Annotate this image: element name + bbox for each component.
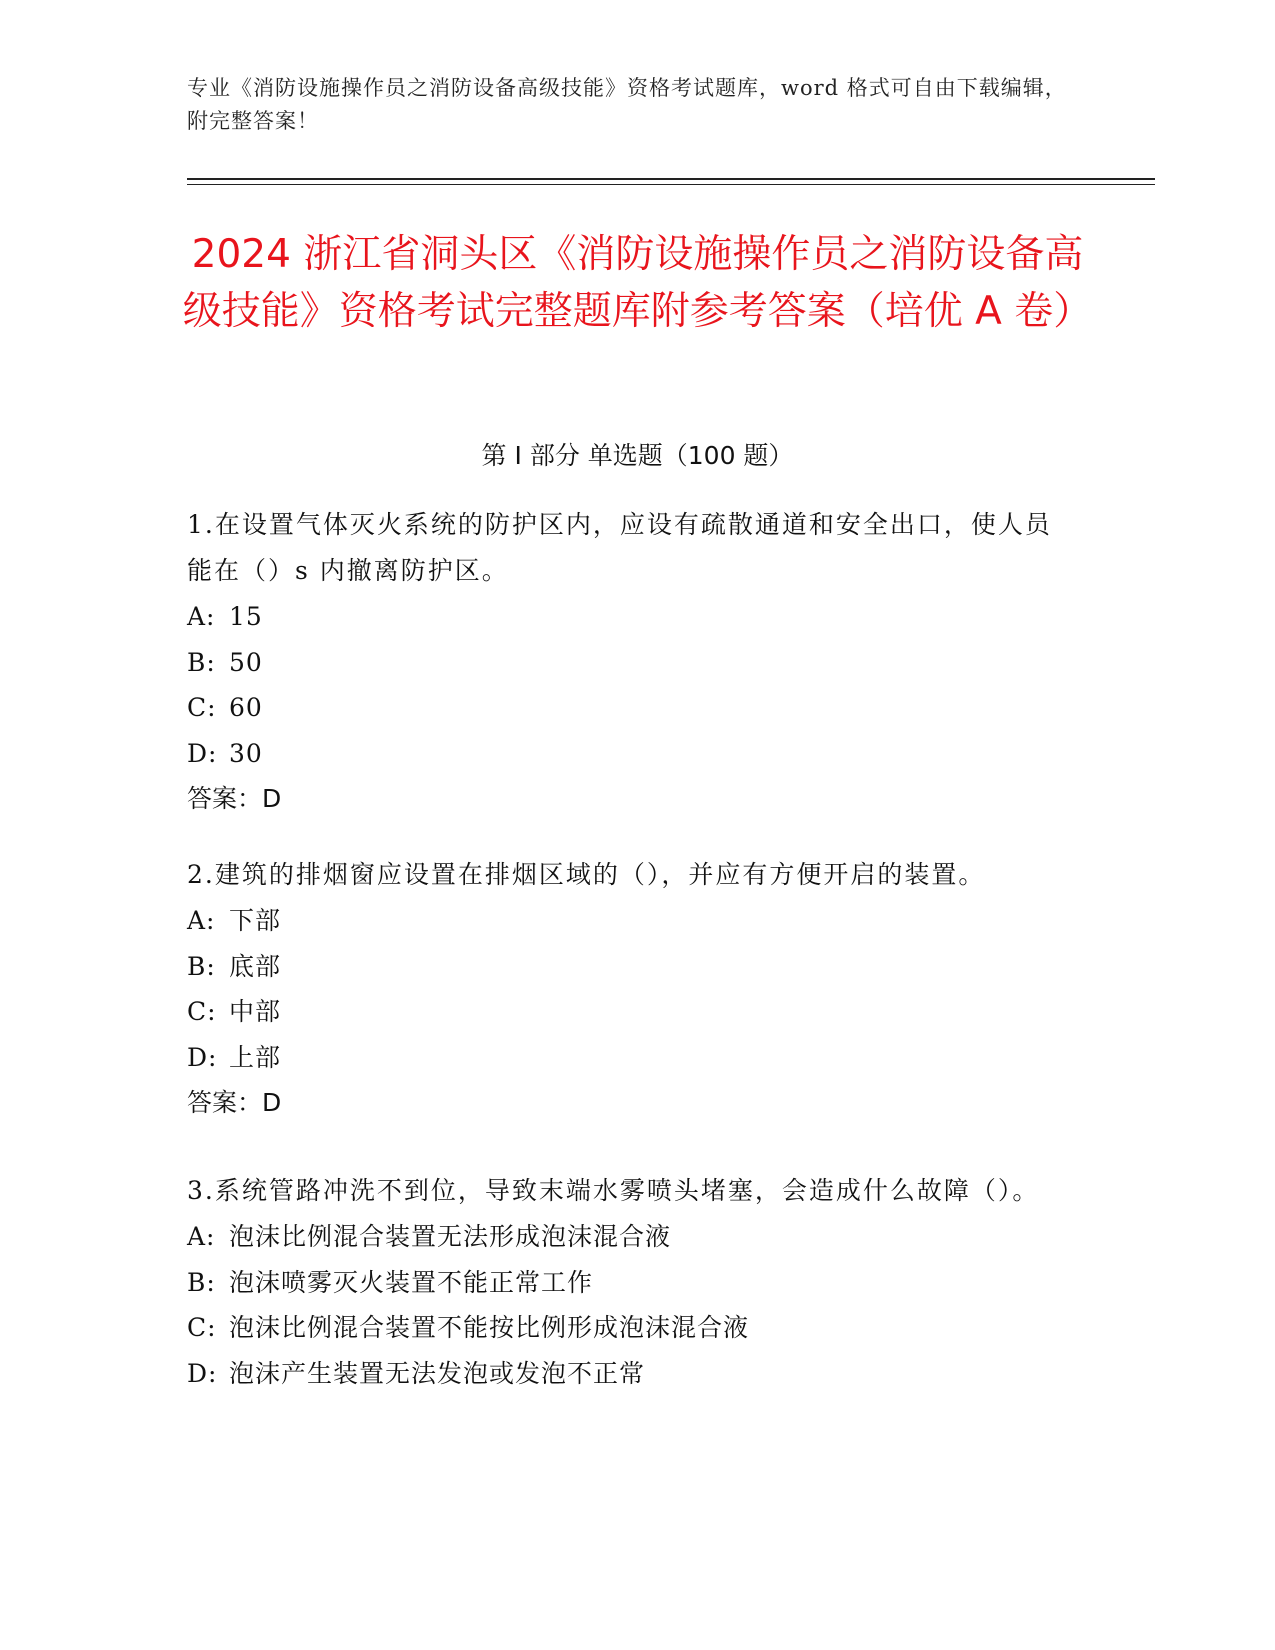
option-text: 60: [229, 693, 263, 722]
option-key: D:: [187, 738, 218, 768]
option-key: A:: [187, 602, 216, 631]
option-c: [187, 1305, 1057, 1351]
answer-line: 答案：D: [187, 1088, 282, 1117]
question-text: 2.建筑的排烟窗应设置在排烟区域的（），并应有方便开启的装置。: [187, 860, 986, 889]
option-b: [187, 1260, 1057, 1306]
question-1: [187, 502, 1057, 822]
option-text: 上部: [229, 1042, 282, 1072]
option-c: [187, 989, 1057, 1035]
option-text: 30: [229, 738, 263, 768]
question-text: 1.在设置气体灭火系统的防护区内，应设有疏散通道和安全出口，使人员能在（）s 内撤离防护区。: [187, 510, 1052, 585]
section-heading: 第 I 部分 单选题（100 题）: [481, 441, 794, 470]
option-text: 底部: [229, 951, 282, 981]
option-b: [187, 640, 1057, 686]
option-text: 泡沫比例混合装置不能按比例形成泡沫混合液: [229, 1313, 750, 1342]
document-title: 2024 浙江省洞头区《消防设施操作员之消防设备高级技能》资格考试完整题库附参考答案（培优 A 卷）: [182, 232, 1093, 334]
option-a: [187, 594, 1057, 640]
option-key: D:: [187, 1042, 218, 1072]
option-c: [187, 685, 1057, 731]
answer-line: 答案：D: [187, 784, 282, 813]
option-text: 泡沫喷雾灭火装置不能正常工作: [229, 1267, 594, 1297]
option-d: [187, 1035, 1057, 1081]
option-d: [187, 731, 1057, 777]
header-divider-thick: [187, 178, 1155, 180]
option-text: 泡沫产生装置无法发泡或发泡不正常: [229, 1358, 646, 1388]
option-a: [187, 898, 1057, 944]
question-2: [187, 852, 1057, 1126]
option-key: B:: [187, 1267, 216, 1297]
option-text: 中部: [229, 997, 282, 1026]
option-key: C:: [187, 997, 217, 1026]
option-text: 50: [229, 647, 263, 677]
option-key: B:: [187, 647, 216, 677]
option-key: C:: [187, 1313, 217, 1342]
option-key: A:: [187, 1222, 216, 1251]
option-b: [187, 944, 1057, 990]
option-key: C:: [187, 693, 217, 722]
question-3: [187, 1168, 1057, 1396]
option-a: [187, 1214, 1057, 1260]
option-key: B:: [187, 951, 216, 981]
option-text: 下部: [229, 906, 282, 935]
option-d: [187, 1351, 1057, 1397]
option-text: 泡沫比例混合装置无法形成泡沫混合液: [229, 1222, 672, 1251]
question-text: 3.系统管路冲洗不到位，导致末端水雾喷头堵塞，会造成什么故障（）。: [187, 1176, 1040, 1205]
header-divider-thin: [187, 184, 1155, 185]
option-key: D:: [187, 1358, 218, 1388]
option-text: 15: [229, 602, 263, 631]
option-key: A:: [187, 906, 216, 935]
header-note: 专业《消防设施操作员之消防设备高级技能》资格考试题库，word 格式可自由下载编辑，附完整答案！: [187, 76, 1067, 133]
